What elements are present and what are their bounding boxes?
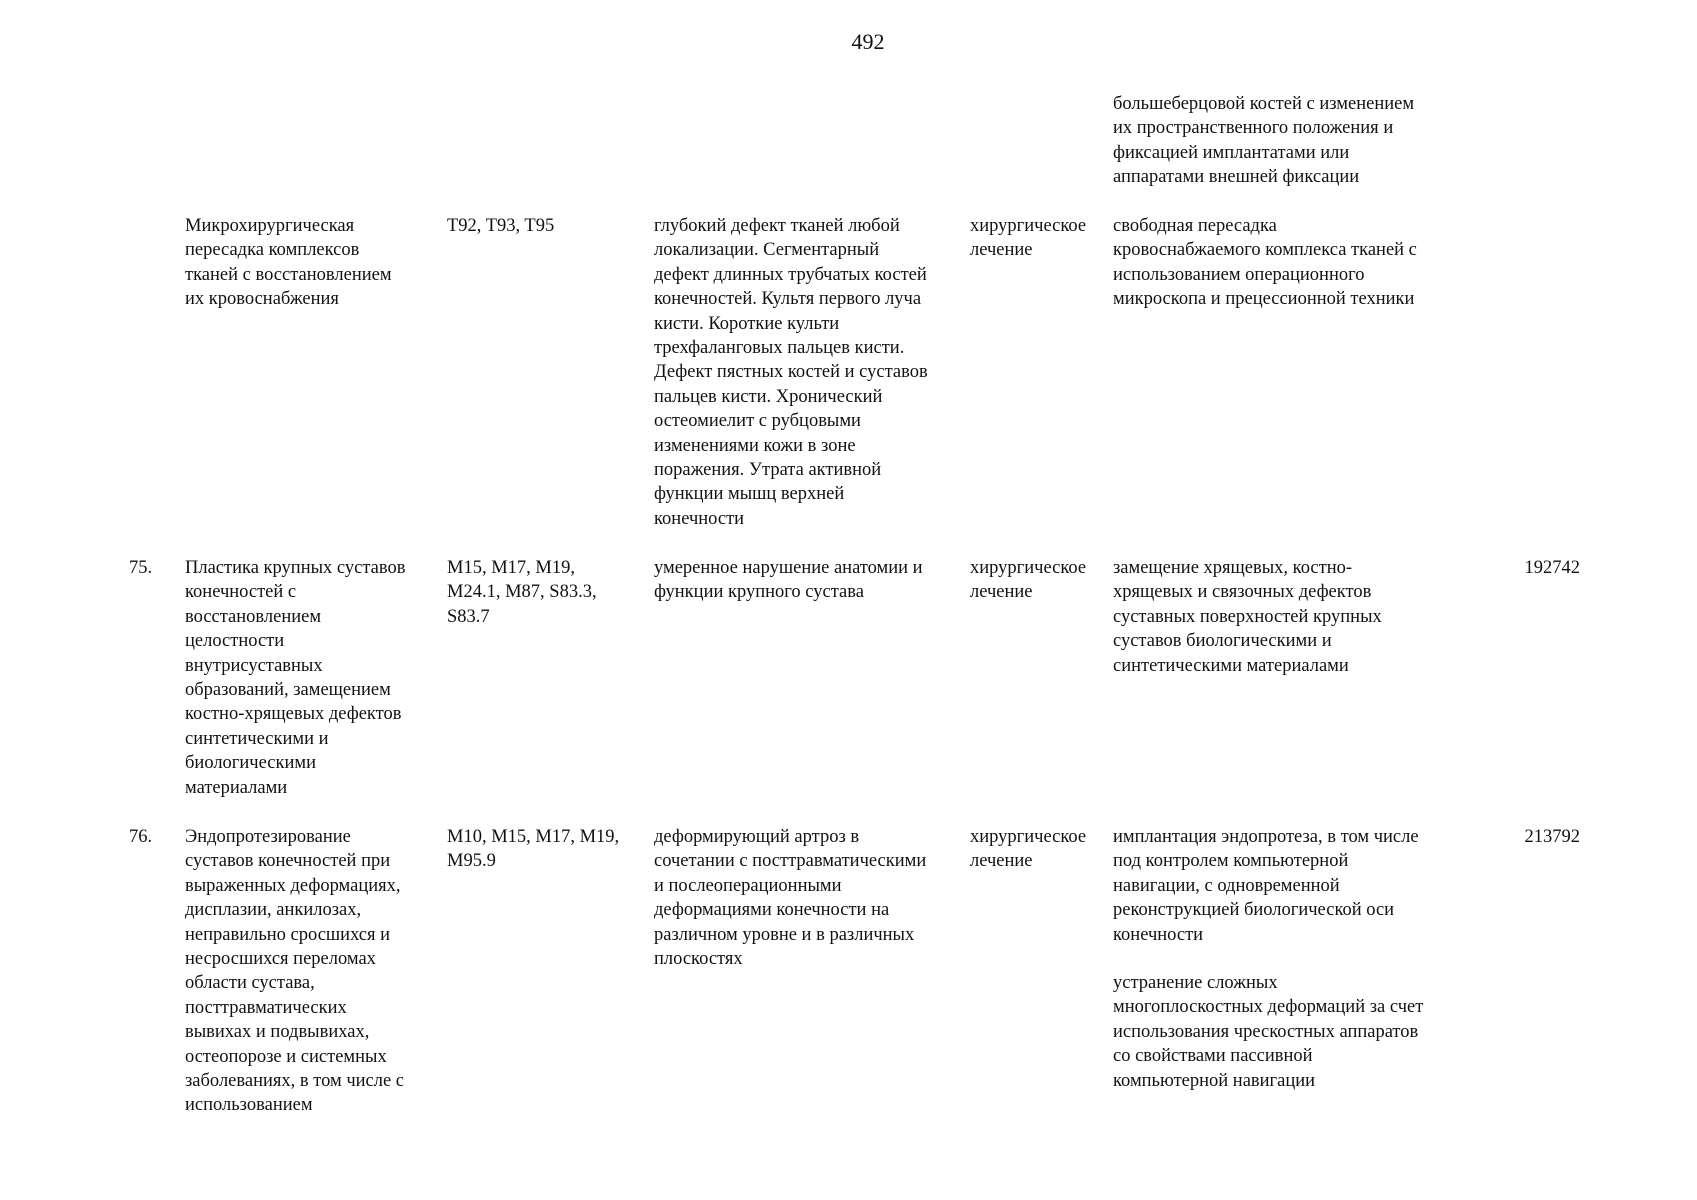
- treatment-method: имплантация эндопротеза, в том числе под контролем компьютерной навигации, с одновременной реконструкцией биологической оси конечности: [1113, 827, 1419, 945]
- patient-model: глубокий дефект тканей любой локализации. Сегментарный дефект длинных трубчатых костей конечностей. Культя первого луча кисти. Короткие культи трехфаланговых пальцев кисти. Дефект пястных костей и суставов пальцев кисти. Хронический остеомиелит с рубцовыми изменениями кожи в зоне поражения. Утрата активной функции мышц верхней конечности: [654, 216, 928, 529]
- care-type-name: Микрохирургическая пересадка комплексов тканей с восстановлением их кровоснабжения: [185, 216, 392, 310]
- page-number: 492: [851, 29, 885, 54]
- icd-codes: M10, M15, M17, M19, M95.9: [447, 827, 620, 872]
- treatment-type: хирургическое лечение: [970, 216, 1087, 261]
- cost-value: 192742: [1524, 558, 1580, 578]
- patient-model: деформирующий артроз в сочетании с посттравматическими и послеоперационными деформациями конечности на различном уровне и в различных плоскостях: [654, 827, 927, 970]
- treatment-type: хирургическое лечение: [970, 558, 1087, 603]
- treatment-method: замещение хрящевых, костно- хрящевых и связочных дефектов суставных поверхностей крупных суставов биологическими и синтетическими материалами: [1113, 558, 1382, 676]
- row-number: 76.: [129, 827, 153, 847]
- care-type-name: Пластика крупных суставов конечностей с восстановлением целостности внутрисуставных образований, замещением костно-хрящевых дефектов синтетическими и биологическими материалами: [185, 558, 406, 798]
- patient-model: умеренное нарушение анатомии и функции крупного сустава: [654, 558, 923, 603]
- icd-codes: T92, T93, T95: [447, 216, 555, 236]
- treatment-method: свободная пересадка кровоснабжаемого комплекса тканей с использованием операционного микроскопа и прецессионной техники: [1113, 216, 1417, 310]
- row-number: 75.: [129, 558, 153, 578]
- treatment-type: хирургическое лечение: [970, 827, 1087, 872]
- treatment-method-alternative: устранение сложных многоплоскостных деформаций за счет использования чрескостных аппаратов со свойствами пассивной компьютерной навигации: [1113, 973, 1424, 1091]
- care-type-name: Эндопротезирование суставов конечностей при выраженных деформациях, дисплазии, анкилозах, неправильно сросшихся и несросшихся переломах области сустава, посттравматических вывихах и подвывихах, остеопорозе и системных заболеваниях, в том числе с использованием: [185, 827, 405, 1116]
- cost-value: 213792: [1524, 827, 1580, 847]
- icd-codes: M15, M17, M19, M24.1, M87, S83.3, S83.7: [447, 558, 597, 627]
- continued-method-text: большеберцовой костей с изменением их пространственного положения и фиксацией имплантатами или аппаратами внешней фиксации: [1113, 94, 1415, 188]
